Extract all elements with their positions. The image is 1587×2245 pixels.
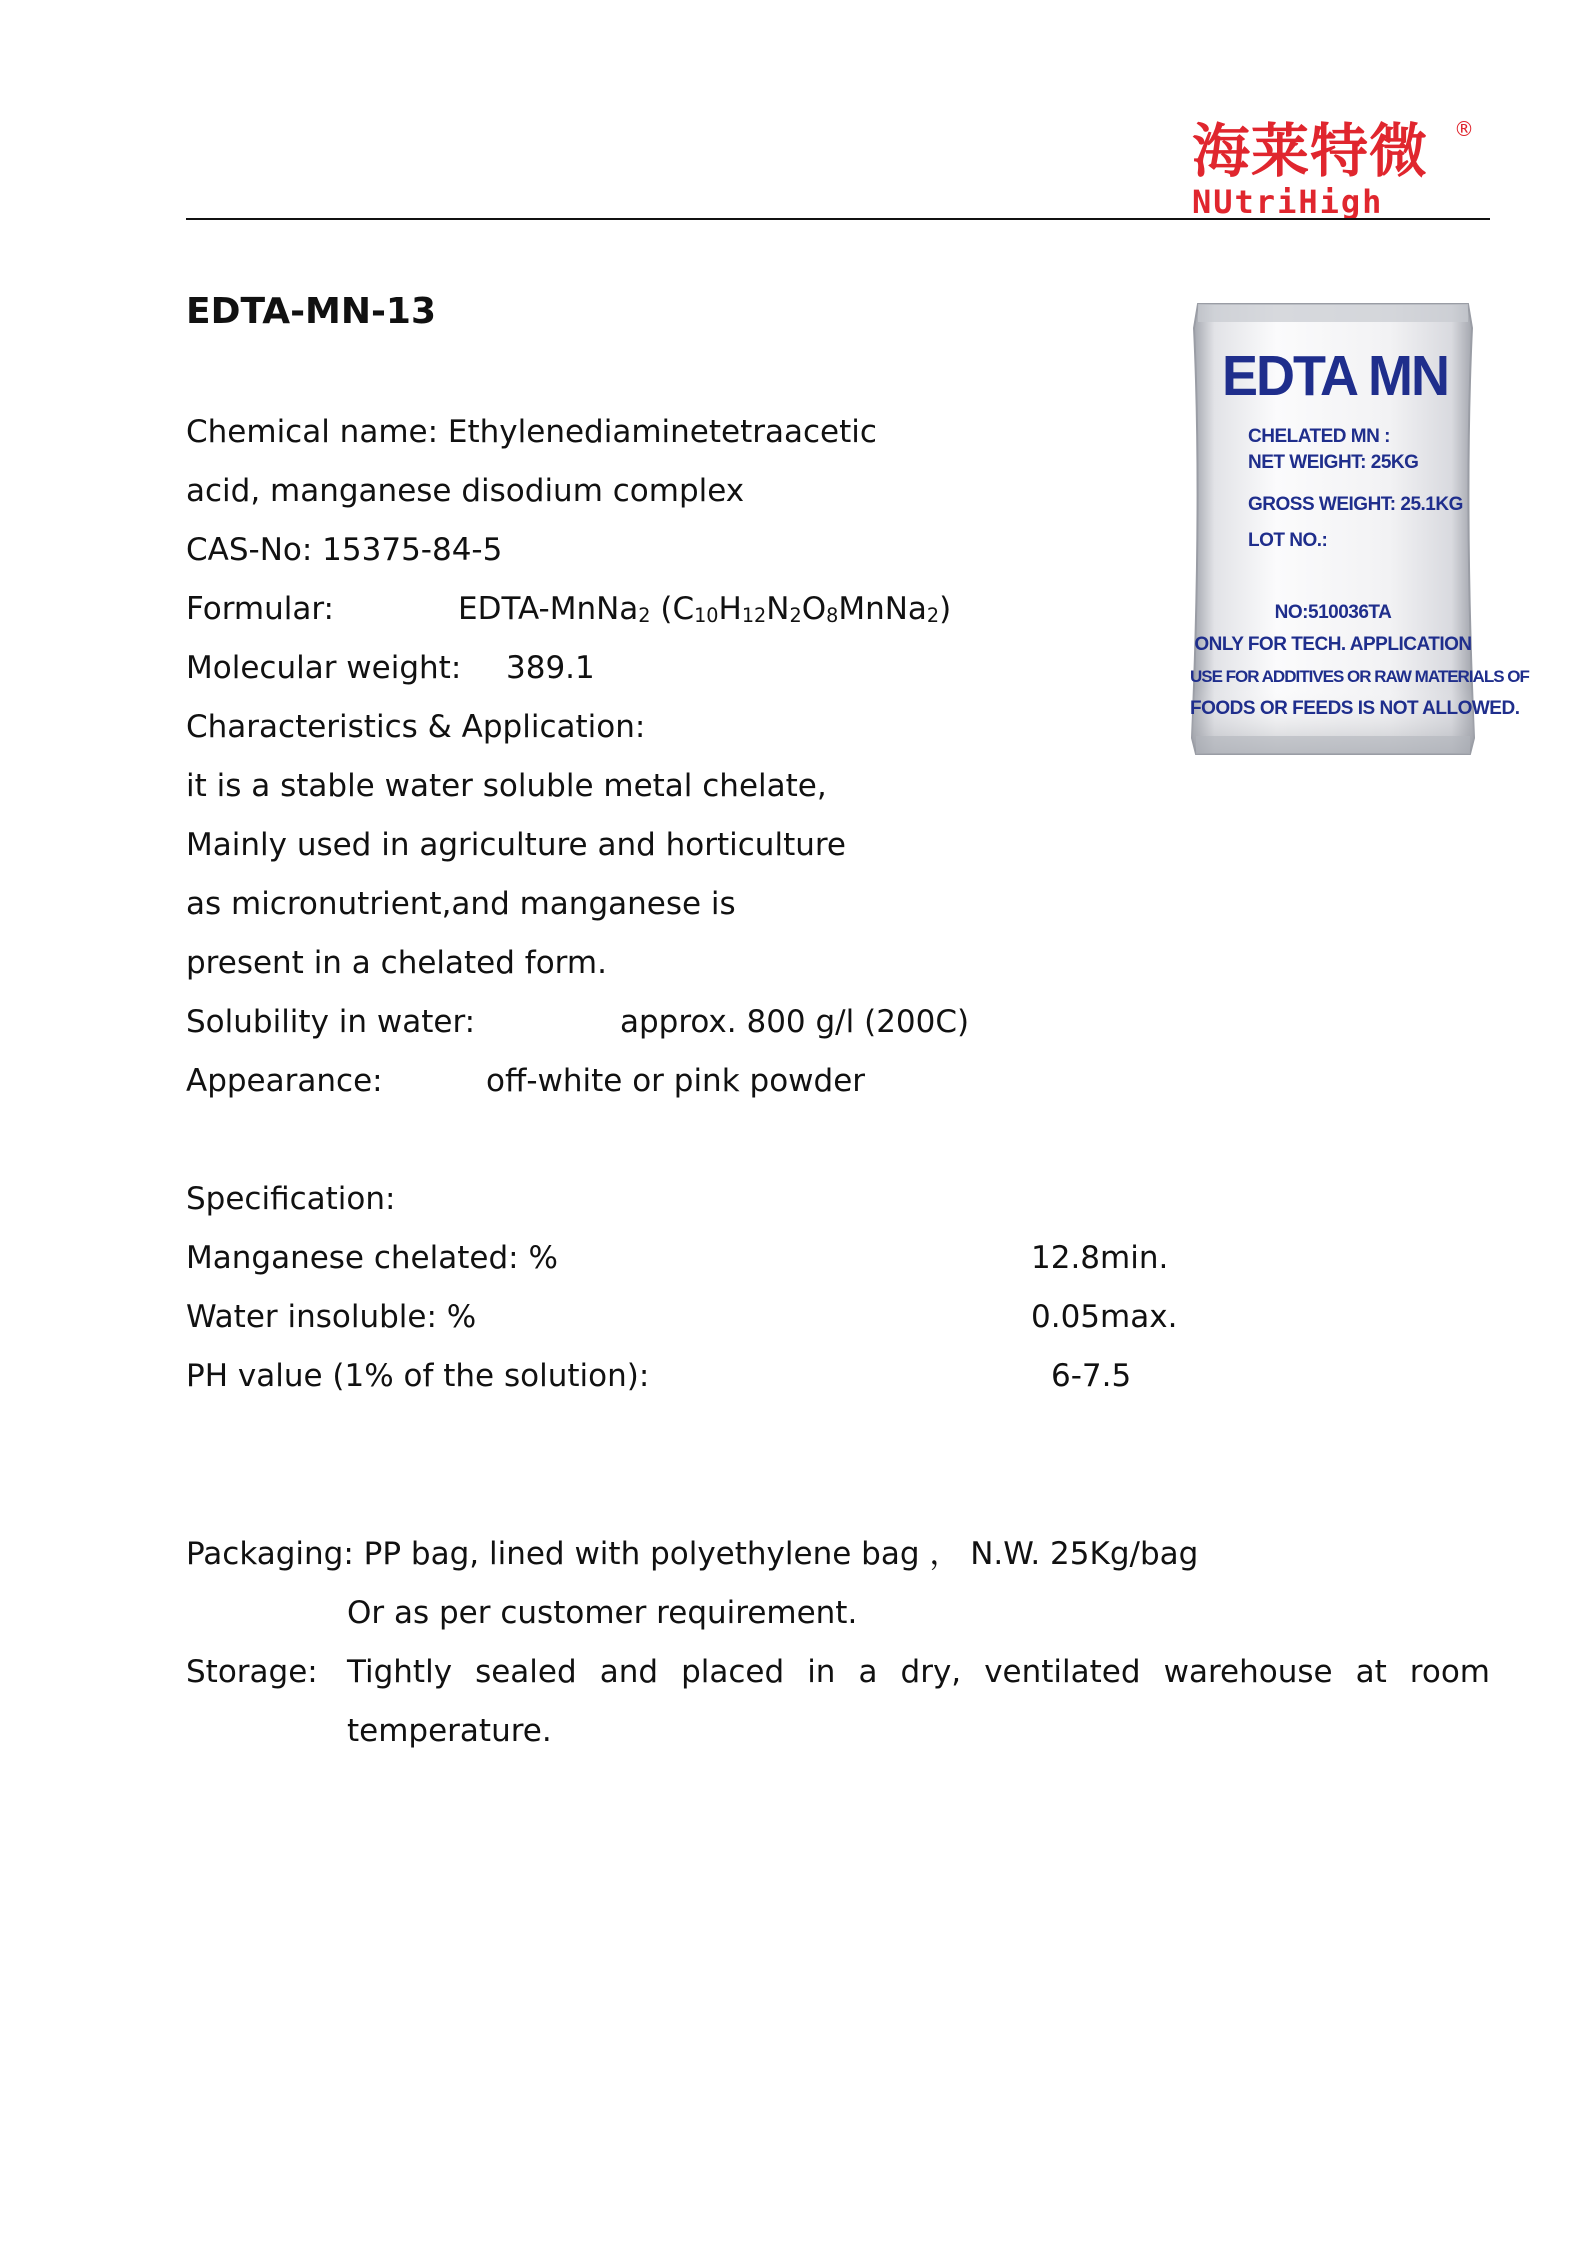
formula-subscript: 2	[638, 603, 651, 627]
solubility-label: Solubility in water:	[186, 1004, 476, 1040]
molecular-weight-label: Molecular weight:	[186, 650, 462, 686]
chemical-name-line-2: acid, manganese disodium complex	[186, 473, 745, 509]
characteristics-line: it is a stable water soluble metal chelate,	[186, 768, 827, 804]
chemical-name-line	[186, 412, 877, 452]
bag-line: USE FOR ADDITIVES OR RAW MATERIALS OF	[1190, 667, 1529, 686]
bag-line: NO:510036TA	[1274, 602, 1392, 623]
formula-subscript: 8	[826, 603, 839, 627]
molecular-weight-value: 389.1	[506, 650, 595, 686]
storage-line-2: temperature.	[347, 1713, 552, 1749]
logo-english: NUtriHigh	[1192, 183, 1384, 221]
bag-line: LOT NO.:	[1248, 530, 1328, 551]
storage-value: Tightly sealed and placed in a dry, ventilated warehouse at room	[347, 1654, 1490, 1690]
product-title: EDTA-MN-13	[186, 291, 437, 332]
packaging-label: Packaging:	[186, 1536, 364, 1572]
bag-line: ONLY FOR TECH. APPLICATION	[1194, 634, 1472, 655]
formula-part: O	[801, 591, 827, 627]
spec-value: 6-7.5	[1051, 1358, 1132, 1394]
bag-title: EDTA MN	[1222, 344, 1448, 408]
formula-subscript: 2	[789, 603, 802, 627]
chemical-name-label: Chemical name:	[186, 414, 448, 450]
appearance-label: Appearance:	[186, 1063, 383, 1099]
solubility-value: approx. 800 g/l (200C)	[620, 1004, 970, 1040]
formula-subscript: 12	[741, 603, 767, 627]
formula-subscript: 10	[694, 603, 719, 627]
characteristics-line: as micronutrient,and manganese is	[186, 886, 736, 922]
bag-line: FOODS OR FEEDS IS NOT ALLOWED.	[1190, 698, 1520, 719]
packaging-line	[186, 1534, 1198, 1574]
chemical-name-value: Ethylenediaminetetraacetic	[447, 414, 877, 450]
characteristics-label: Characteristics & Application:	[186, 709, 646, 745]
header-rule	[186, 218, 1490, 220]
cas-number: CAS-No: 15375-84-5	[186, 532, 503, 568]
spec-row	[186, 1356, 1286, 1396]
characteristics-line: present in a chelated form.	[186, 945, 607, 981]
solubility-line	[186, 1002, 1086, 1042]
product-bag-image	[1190, 298, 1529, 758]
molecular-weight-line	[186, 648, 1086, 688]
bag-line: GROSS WEIGHT: 25.1KG	[1248, 494, 1463, 515]
formula-value	[458, 589, 951, 636]
spec-label: Manganese chelated: %	[186, 1240, 558, 1276]
formula-part: (C	[650, 591, 695, 627]
spec-value: 12.8min.	[1031, 1240, 1169, 1276]
formula-label: Formular:	[186, 591, 334, 627]
formula-line	[186, 589, 1086, 629]
formula-subscript: 2	[926, 603, 940, 627]
formula-part: N	[766, 591, 790, 627]
formula-part: )	[939, 591, 952, 627]
logo-chinese: 海莱特微	[1192, 117, 1429, 185]
spec-label: PH value (1% of the solution):	[186, 1358, 650, 1394]
bag-line: CHELATED MN :	[1248, 426, 1390, 447]
appearance-value: off-white or pink powder	[486, 1063, 866, 1099]
spec-row	[186, 1238, 1286, 1278]
packaging-line-2: Or as per customer requirement.	[347, 1595, 858, 1631]
spec-label: Water insoluble: %	[186, 1299, 477, 1335]
spec-row	[186, 1297, 1286, 1337]
formula-part: EDTA-MnNa	[458, 591, 639, 627]
registered-mark: ®	[1454, 117, 1474, 141]
specification-label: Specification:	[186, 1181, 396, 1217]
characteristics-line: Mainly used in agriculture and horticulture	[186, 827, 847, 863]
storage-label: Storage:	[186, 1654, 318, 1690]
formula-part: H	[718, 591, 742, 627]
appearance-line	[186, 1061, 1086, 1101]
spec-value: 0.05max.	[1031, 1299, 1178, 1335]
formula-part: MnNa	[838, 591, 927, 627]
bag-line: NET WEIGHT: 25KG	[1248, 452, 1419, 473]
company-logo	[1192, 117, 1492, 221]
packaging-value: PP bag, lined with polyethylene bag ， N.W. 25Kg/bag	[363, 1536, 1199, 1572]
